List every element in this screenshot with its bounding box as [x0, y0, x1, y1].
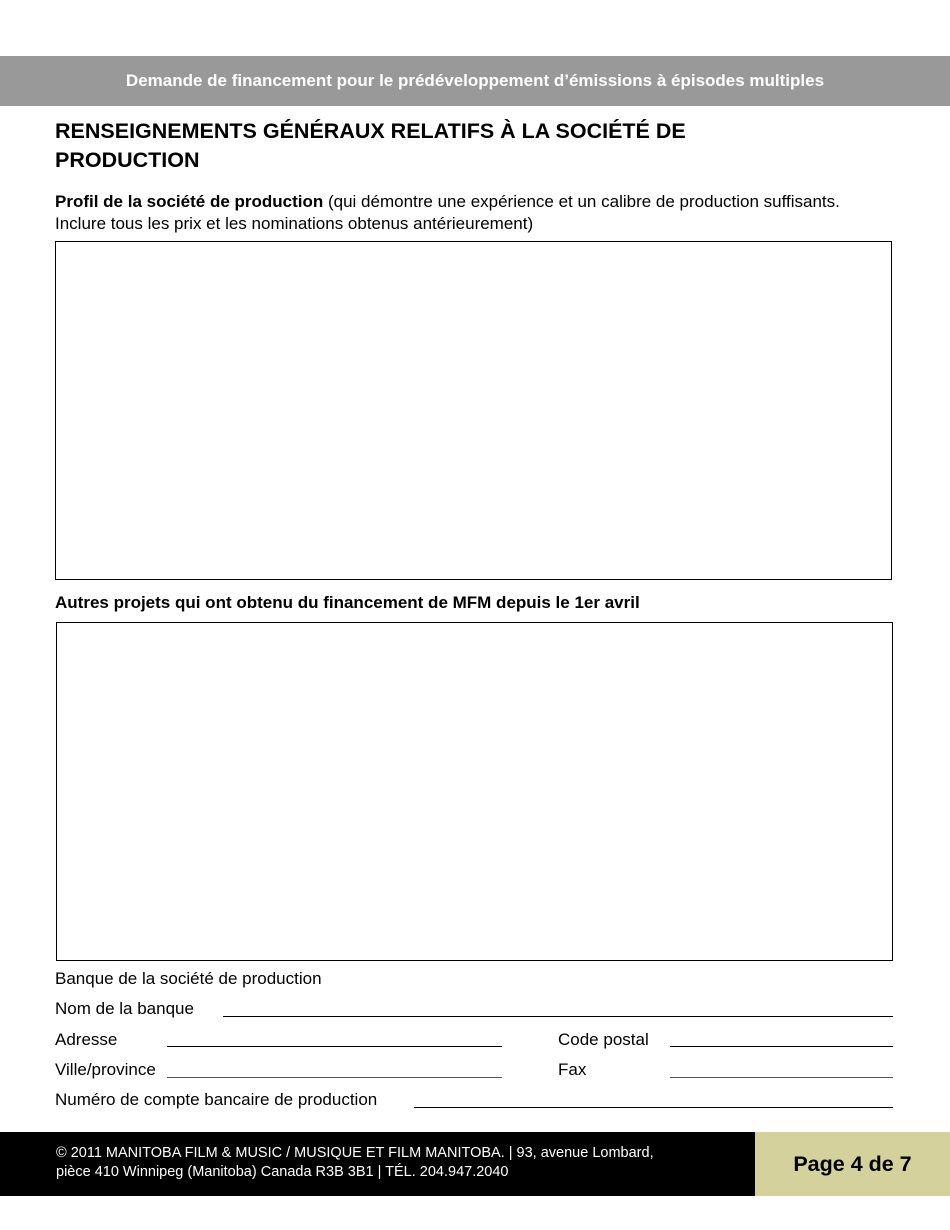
- other-projects-textbox[interactable]: [56, 622, 893, 961]
- address-field[interactable]: [167, 1046, 502, 1047]
- profile-label-description: (qui démontre une expérience et un calibre de production suffisants. Inclure tous les prix et les nominations obtenus antérieurement): [55, 192, 840, 233]
- bank-name-label: Nom de la banque: [55, 999, 194, 1018]
- document-header-bar: [0, 56, 950, 106]
- fax-field[interactable]: [670, 1077, 893, 1078]
- city-province-label: Ville/province: [55, 1060, 156, 1079]
- postal-code-field[interactable]: [670, 1046, 893, 1047]
- bank-heading: Banque de la société de production: [55, 969, 322, 988]
- profile-textbox[interactable]: [55, 241, 892, 580]
- document-title: Demande de financement pour le prédéveloppement d’émissions à épisodes multiples: [125, 71, 825, 90]
- address-label: Adresse: [55, 1030, 118, 1049]
- city-province-field[interactable]: [167, 1077, 502, 1078]
- other-projects-label: Autres projets qui ont obtenu du financement de MFM depuis le 1er avril: [55, 593, 640, 612]
- profile-label: [55, 191, 885, 235]
- account-number-label: Numéro de compte bancaire de production: [55, 1090, 378, 1109]
- footer-bar: [0, 1132, 755, 1196]
- footer-line-1: © 2011 MANITOBA FILM & MUSIC / MUSIQUE ET FILM MANITOBA. | 93, avenue Lombard,: [56, 1145, 654, 1161]
- account-number-field[interactable]: [414, 1107, 893, 1108]
- section-title: RENSEIGNEMENTS GÉNÉRAUX RELATIFS À LA SOCIÉTÉ DE PRODUCTION: [55, 119, 686, 172]
- footer-line-2: pièce 410 Winnipeg (Manitoba) Canada R3B 3B1 | TÉL. 204.947.2040: [56, 1164, 509, 1180]
- fax-label: Fax: [558, 1060, 587, 1079]
- page-number: Page 4 de 7: [793, 1151, 912, 1176]
- bank-name-field[interactable]: [223, 1016, 893, 1017]
- profile-label-bold: Profil de la société de production: [55, 192, 324, 211]
- footer-address: [56, 1144, 746, 1182]
- page-number-badge: [755, 1132, 950, 1196]
- postal-code-label: Code postal: [558, 1030, 649, 1049]
